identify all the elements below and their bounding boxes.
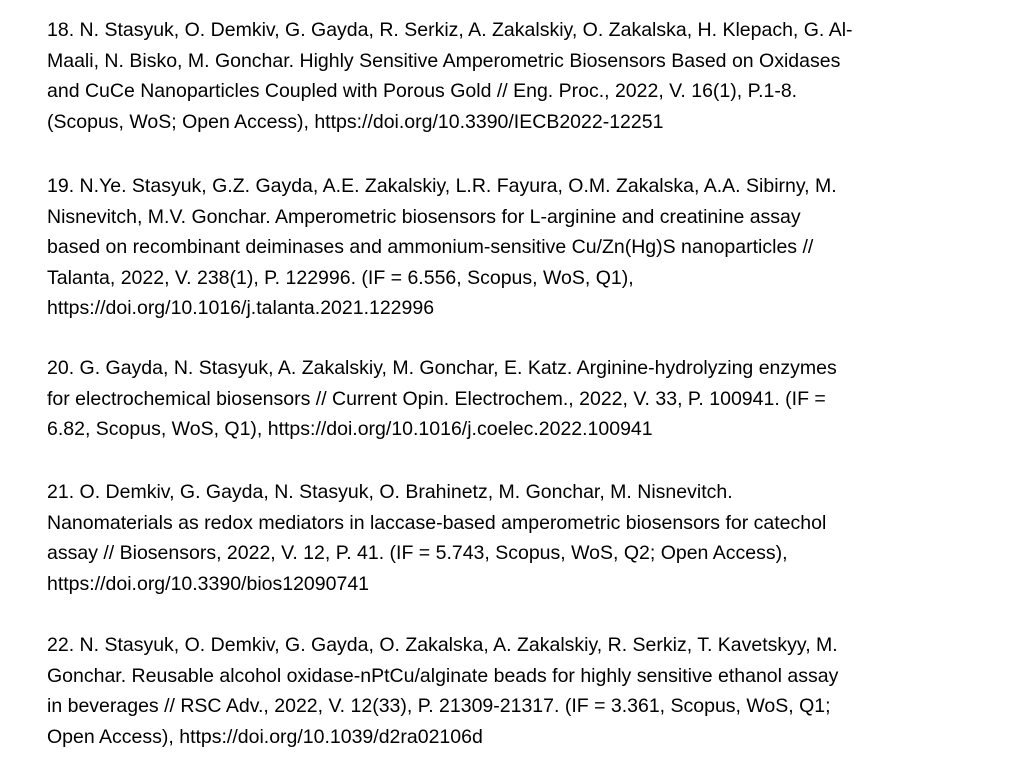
reference-21 [47, 477, 997, 599]
reference-line: 21. O. Demkiv, G. Gayda, N. Stasyuk, O. Brahinetz, M. Gonchar, M. Nisnevitch. [47, 481, 733, 503]
reference-line: assay // Biosensors, 2022, V. 12, P. 41. (IF = 5.743, Scopus, WoS, Q2; Open Access), [47, 542, 788, 565]
reference-line: Talanta, 2022, V. 238(1), P. 122996. (IF = 6.556, Scopus, WoS, Q1), [47, 266, 634, 289]
reference-line: based on recombinant deiminases and ammonium-sensitive Cu/Zn(Hg)S nanoparticles // [47, 236, 814, 259]
reference-line: Maali, N. Bisko, M. Gonchar. Highly Sensitive Amperometric Biosensors Based on Oxidases [47, 49, 841, 72]
reference-22 [47, 630, 997, 752]
reference-line: Nanomaterials as redox mediators in laccase-based amperometric biosensors for catechol [47, 511, 827, 534]
reference-line: https://doi.org/10.3390/bios12090741 [47, 572, 370, 595]
reference-line: 6.82, Scopus, WoS, Q1), https://doi.org/10.1016/j.coelec.2022.100941 [47, 418, 653, 441]
reference-19 [47, 171, 997, 324]
reference-line: Gonchar. Reusable alcohol oxidase-nPtCu/alginate beads for highly sensitive ethanol assay [47, 664, 839, 687]
reference-line: for electrochemical biosensors // Current Opin. Electrochem., 2022, V. 33, P. 100941. (IF = [47, 387, 826, 410]
reference-18 [47, 15, 997, 137]
reference-line: 20. G. Gayda, N. Stasyuk, A. Zakalskiy, M. Gonchar, E. Katz. Arginine-hydrolyzing enzymes [47, 357, 837, 379]
reference-line: https://doi.org/10.1016/j.talanta.2021.122996 [47, 297, 435, 320]
reference-line: in beverages // RSC Adv., 2022, V. 12(33), P. 21309-21317. (IF = 3.361, Scopus, WoS, Q1; [47, 695, 831, 718]
reference-line: Open Access), https://doi.org/10.1039/d2ra02106d [47, 725, 483, 748]
reference-line: (Scopus, WoS; Open Access), https://doi.org/10.3390/IECB2022-12251 [47, 110, 664, 133]
reference-line: 18. N. Stasyuk, O. Demkiv, G. Gayda, R. Serkiz, A. Zakalskiy, O. Zakalska, H. Klepach, G. Al- [47, 19, 853, 41]
reference-line: 22. N. Stasyuk, O. Demkiv, G. Gayda, O. Zakalska, A. Zakalskiy, R. Serkiz, T. Kavetskyy, M. [47, 634, 838, 656]
reference-20 [47, 353, 997, 445]
reference-line: and CuCe Nanoparticles Coupled with Porous Gold // Eng. Proc., 2022, V. 16(1), P.1-8. [47, 80, 798, 103]
reference-line: Nisnevitch, M.V. Gonchar. Amperometric biosensors for L-arginine and creatinine assay [47, 205, 801, 228]
reference-line: 19. N.Ye. Stasyuk, G.Z. Gayda, A.E. Zakalskiy, L.R. Fayura, O.M. Zakalska, A.A. Sibirny, M. [47, 175, 837, 197]
